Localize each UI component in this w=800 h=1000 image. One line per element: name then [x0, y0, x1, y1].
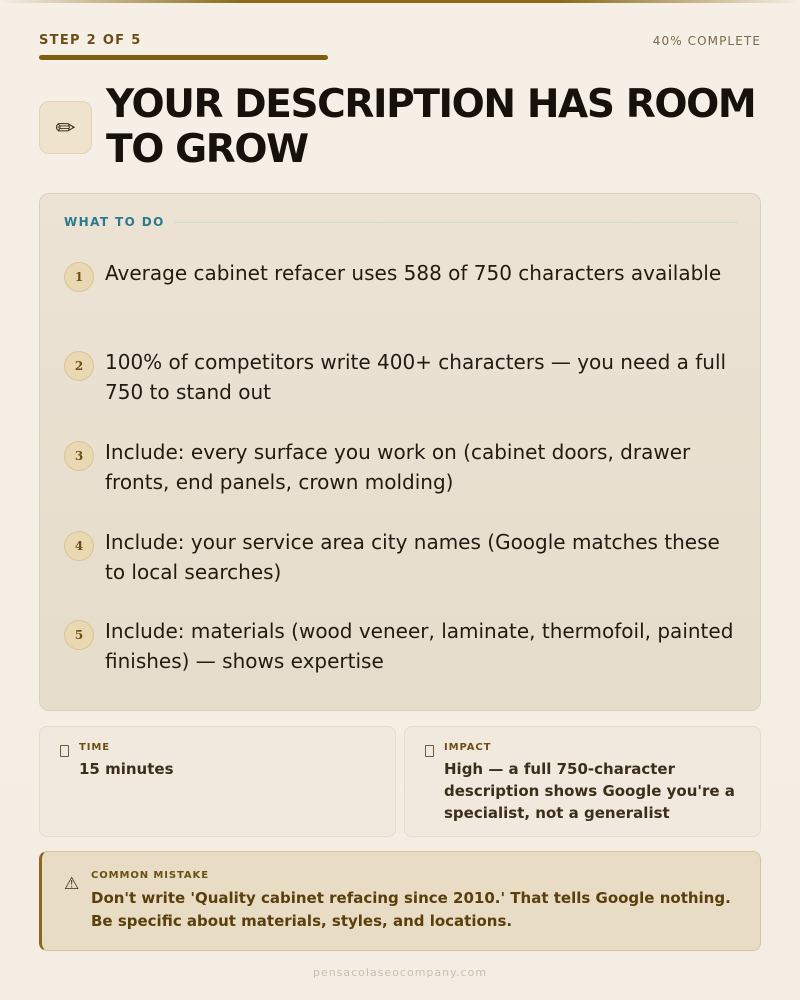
common-mistake-text: Don't write 'Quality cabinet refacing since 2010.' That tells Google nothing. Be specific about materials, styles, and locations.	[91, 889, 731, 930]
page-title: YOUR DESCRIPTION HAS ROOM TO GROW	[106, 82, 756, 172]
chart-icon	[425, 745, 434, 757]
impact-label: IMPACT	[444, 742, 492, 753]
todo-item-text: Average cabinet refacer uses 588 of 750 characters available	[105, 261, 722, 285]
what-to-do-card	[39, 193, 761, 711]
footer-domain: pensacolaseocompany.com	[312, 966, 488, 979]
step-number-badge: 2	[64, 351, 94, 381]
progress-bar-fill	[39, 55, 328, 60]
progress-percent: 40% COMPLETE	[652, 34, 761, 48]
common-mistake-label: COMMON MISTAKE	[91, 870, 209, 881]
progress-bar	[39, 55, 761, 60]
clock-icon	[60, 745, 69, 757]
todo-item-text: 100% of competitors write 400+ characters — you need a full 750 to stand out	[105, 350, 727, 404]
what-to-do-header	[64, 215, 737, 229]
todo-item-text: Include: your service area city names (Google matches these to local searches)	[105, 530, 720, 584]
common-mistake-card	[39, 851, 761, 951]
heading-divider	[175, 222, 737, 223]
time-value: 15 minutes	[79, 760, 174, 778]
warning-icon: ⚠	[64, 874, 80, 894]
step-number-badge: 5	[64, 620, 94, 650]
time-card	[39, 726, 396, 837]
step-number-badge: 3	[64, 441, 94, 471]
step-number-badge: 1	[64, 262, 94, 292]
what-to-do-heading: WHAT TO DO	[64, 215, 165, 229]
todo-item-text: Include: every surface you work on (cabinet doors, drawer fronts, end panels, crown molding)	[105, 440, 691, 494]
step-number-badge: 4	[64, 531, 94, 561]
top-accent-rule	[0, 0, 800, 3]
todo-item-text: Include: materials (wood veneer, laminate, thermofoil, painted finishes) — shows expertise	[105, 619, 734, 673]
time-label: TIME	[79, 742, 110, 753]
impact-value: High — a full 750-character description shows Google you're a specialist, not a generalist	[444, 760, 735, 822]
pencil-icon: ✏	[39, 101, 92, 154]
step-indicator: STEP 2 OF 5	[39, 33, 142, 48]
impact-card	[404, 726, 761, 837]
